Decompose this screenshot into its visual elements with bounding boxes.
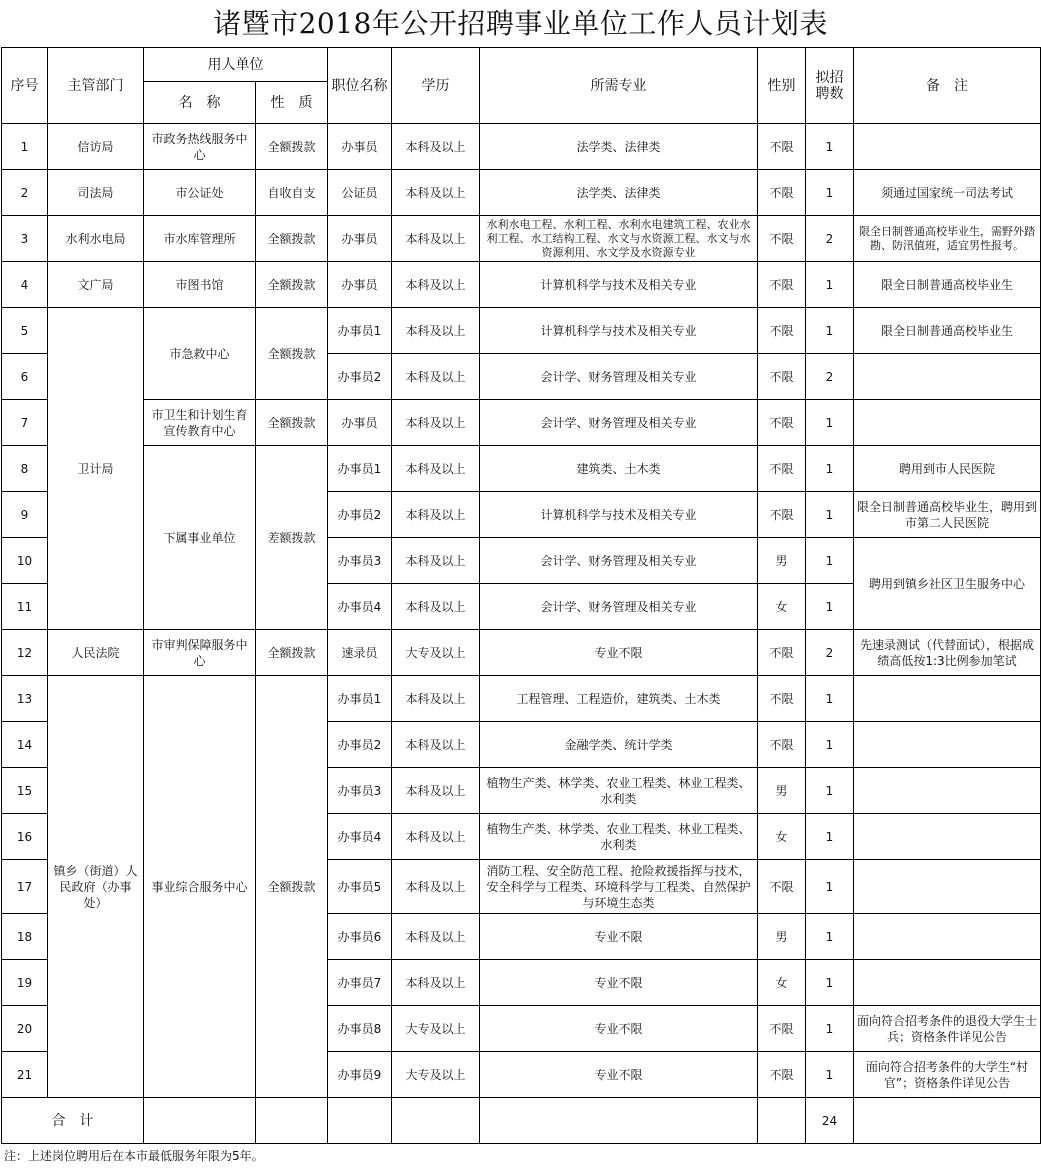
header-position: 职位名称 (328, 48, 392, 124)
edu-cell: 本科及以上 (392, 960, 480, 1006)
major-cell: 法学类、法律类 (480, 170, 758, 216)
edu-cell: 本科及以上 (392, 216, 480, 262)
header-education: 学历 (392, 48, 480, 124)
seq-cell: 17 (2, 860, 48, 914)
count-cell: 1 (806, 722, 854, 768)
unit-cell: 事业综合服务中心 (144, 676, 256, 1098)
edu-cell: 本科及以上 (392, 308, 480, 354)
note-cell: 限全日制普通高校毕业生 (854, 262, 1041, 308)
gender-cell: 不限 (758, 1052, 806, 1098)
count-cell: 1 (806, 492, 854, 538)
note-cell (854, 400, 1041, 446)
seq-cell: 10 (2, 538, 48, 584)
edu-cell: 本科及以上 (392, 768, 480, 814)
seq-cell: 8 (2, 446, 48, 492)
gender-cell: 不限 (758, 630, 806, 676)
gender-cell: 不限 (758, 676, 806, 722)
dept-cell: 文广局 (48, 262, 144, 308)
seq-cell: 15 (2, 768, 48, 814)
total-count: 24 (806, 1098, 854, 1144)
gender-cell: 女 (758, 814, 806, 860)
nature-cell: 全额拨款 (256, 676, 328, 1098)
position-cell: 办事员5 (328, 860, 392, 914)
note-cell: 聘用到镇乡社区卫生服务中心 (854, 538, 1041, 630)
edu-cell: 本科及以上 (392, 860, 480, 914)
seq-cell: 2 (2, 170, 48, 216)
nature-cell: 全额拨款 (256, 262, 328, 308)
edu-cell: 大专及以上 (392, 1052, 480, 1098)
header-major: 所需专业 (480, 48, 758, 124)
footnote: 注：上述岗位聘用后在本市最低服务年限为5年。 (4, 1149, 264, 1163)
major-cell: 计算机科学与技术及相关专业 (480, 492, 758, 538)
note-cell: 限全日制普通高校毕业生，需野外踏勘、防汛值班，适宜男性报考。 (854, 216, 1041, 262)
count-cell: 1 (806, 308, 854, 354)
nature-cell: 全额拨款 (256, 400, 328, 446)
edu-cell: 本科及以上 (392, 914, 480, 960)
major-cell: 会计学、财务管理及相关专业 (480, 538, 758, 584)
nature-cell: 全额拨款 (256, 216, 328, 262)
position-cell: 办事员4 (328, 584, 392, 630)
seq-cell: 18 (2, 914, 48, 960)
gender-cell: 不限 (758, 860, 806, 914)
gender-cell: 不限 (758, 446, 806, 492)
table-row (2, 400, 1041, 446)
gender-cell: 不限 (758, 216, 806, 262)
position-cell: 办事员9 (328, 1052, 392, 1098)
count-cell: 1 (806, 538, 854, 584)
position-cell: 办事员4 (328, 814, 392, 860)
note-cell (854, 860, 1041, 914)
header-gender: 性别 (758, 48, 806, 124)
edu-cell: 本科及以上 (392, 170, 480, 216)
nature-cell: 全额拨款 (256, 308, 328, 400)
position-cell: 公证员 (328, 170, 392, 216)
gender-cell: 不限 (758, 722, 806, 768)
position-cell: 办事员1 (328, 676, 392, 722)
position-cell: 速录员 (328, 630, 392, 676)
header-employer: 用人单位 (144, 48, 328, 82)
note-cell (854, 354, 1041, 400)
count-cell: 1 (806, 960, 854, 1006)
note-cell: 面向符合招考条件的退役大学生士兵；资格条件详见公告 (854, 1006, 1041, 1052)
position-cell: 办事员1 (328, 446, 392, 492)
seq-cell: 12 (2, 630, 48, 676)
table-row (2, 170, 1041, 216)
count-cell: 2 (806, 630, 854, 676)
count-cell: 1 (806, 676, 854, 722)
note-cell: 限全日制普通高校毕业生 (854, 308, 1041, 354)
seq-cell: 21 (2, 1052, 48, 1098)
edu-cell: 本科及以上 (392, 722, 480, 768)
unit-cell: 市政务热线服务中心 (144, 124, 256, 170)
seq-cell: 1 (2, 124, 48, 170)
major-cell: 会计学、财务管理及相关专业 (480, 354, 758, 400)
major-cell: 专业不限 (480, 960, 758, 1006)
major-cell: 专业不限 (480, 1052, 758, 1098)
major-cell: 专业不限 (480, 630, 758, 676)
header-unit-name: 名 称 (144, 82, 256, 124)
major-cell: 会计学、财务管理及相关专业 (480, 400, 758, 446)
dept-cell: 司法局 (48, 170, 144, 216)
total-row (2, 1098, 1041, 1144)
table-row (2, 262, 1041, 308)
seq-cell: 20 (2, 1006, 48, 1052)
position-cell: 办事员2 (328, 354, 392, 400)
note-cell (854, 814, 1041, 860)
gender-cell: 男 (758, 538, 806, 584)
seq-cell: 5 (2, 308, 48, 354)
table-row (2, 630, 1041, 676)
dept-cell: 卫计局 (48, 308, 144, 630)
count-cell: 1 (806, 1052, 854, 1098)
nature-cell: 差额拨款 (256, 446, 328, 630)
unit-cell: 市水库管理所 (144, 216, 256, 262)
position-cell: 办事员 (328, 262, 392, 308)
unit-cell: 下属事业单位 (144, 446, 256, 630)
major-cell: 专业不限 (480, 914, 758, 960)
note-cell: 须通过国家统一司法考试 (854, 170, 1041, 216)
seq-cell: 7 (2, 400, 48, 446)
gender-cell: 不限 (758, 492, 806, 538)
dept-cell: 水利水电局 (48, 216, 144, 262)
gender-cell: 女 (758, 584, 806, 630)
header-seq: 序号 (2, 48, 48, 124)
dept-cell: 人民法院 (48, 630, 144, 676)
edu-cell: 本科及以上 (392, 584, 480, 630)
gender-cell: 不限 (758, 1006, 806, 1052)
gender-cell: 不限 (758, 354, 806, 400)
header-count: 拟招聘数 (806, 48, 854, 124)
count-cell: 1 (806, 914, 854, 960)
gender-cell: 不限 (758, 170, 806, 216)
major-cell: 水利水电工程、水利工程、水利水电建筑工程、农业水利工程、水工结构工程、水文与水资源工程、水文与水资源利用、水文学及水资源专业 (480, 216, 758, 262)
position-cell: 办事员6 (328, 914, 392, 960)
nature-cell: 全额拨款 (256, 630, 328, 676)
header-dept: 主管部门 (48, 48, 144, 124)
nature-cell: 自收自支 (256, 170, 328, 216)
count-cell: 1 (806, 400, 854, 446)
count-cell: 1 (806, 768, 854, 814)
position-cell: 办事员 (328, 124, 392, 170)
table-row (2, 446, 1041, 492)
edu-cell: 大专及以上 (392, 1006, 480, 1052)
edu-cell: 本科及以上 (392, 492, 480, 538)
total-empty-cell (758, 1098, 806, 1144)
edu-cell: 本科及以上 (392, 814, 480, 860)
table-row (2, 308, 1041, 354)
unit-cell: 市卫生和计划生育宣传教育中心 (144, 400, 256, 446)
unit-cell: 市急救中心 (144, 308, 256, 400)
edu-cell: 本科及以上 (392, 124, 480, 170)
gender-cell: 男 (758, 768, 806, 814)
total-empty-cell (328, 1098, 392, 1144)
count-cell: 1 (806, 860, 854, 914)
note-cell: 限全日制普通高校毕业生，聘用到市第二人民医院 (854, 492, 1041, 538)
unit-cell: 市图书馆 (144, 262, 256, 308)
major-cell: 工程管理、工程造价，建筑类、土木类 (480, 676, 758, 722)
gender-cell: 不限 (758, 262, 806, 308)
note-cell (854, 768, 1041, 814)
seq-cell: 6 (2, 354, 48, 400)
recruitment-plan-table (1, 47, 1041, 1144)
major-cell: 会计学、财务管理及相关专业 (480, 584, 758, 630)
major-cell: 金融学类、统计学类 (480, 722, 758, 768)
note-cell (854, 914, 1041, 960)
seq-cell: 11 (2, 584, 48, 630)
note-cell (854, 676, 1041, 722)
gender-cell: 不限 (758, 308, 806, 354)
nature-cell: 全额拨款 (256, 124, 328, 170)
seq-cell: 16 (2, 814, 48, 860)
note-cell (854, 124, 1041, 170)
count-cell: 1 (806, 584, 854, 630)
total-empty-cell (256, 1098, 328, 1144)
count-cell: 1 (806, 262, 854, 308)
major-cell: 消防工程、安全防范工程、抢险救援指挥与技术，安全科学与工程类、环境科学与工程类、自然保护与环境生态类 (480, 860, 758, 914)
note-cell: 先速录测试（代替面试），根据成绩高低按1:3比例参加笔试 (854, 630, 1041, 676)
note-cell (854, 960, 1041, 1006)
position-cell: 办事员3 (328, 538, 392, 584)
position-cell: 办事员2 (328, 492, 392, 538)
page-title: 诸暨市2018年公开招聘事业单位工作人员计划表 (213, 7, 828, 40)
dept-cell: 信访局 (48, 124, 144, 170)
edu-cell: 大专及以上 (392, 630, 480, 676)
total-empty-cell (854, 1098, 1041, 1144)
count-cell: 2 (806, 216, 854, 262)
seq-cell: 14 (2, 722, 48, 768)
edu-cell: 本科及以上 (392, 262, 480, 308)
unit-cell: 市公证处 (144, 170, 256, 216)
position-cell: 办事员8 (328, 1006, 392, 1052)
total-empty-cell (480, 1098, 758, 1144)
note-cell (854, 722, 1041, 768)
dept-cell: 镇乡（街道）人民政府（办事处） (48, 676, 144, 1098)
header-note: 备 注 (854, 48, 1041, 124)
table-row (2, 124, 1041, 170)
major-cell: 专业不限 (480, 1006, 758, 1052)
position-cell: 办事员7 (328, 960, 392, 1006)
header-unit-nature: 性 质 (256, 82, 328, 124)
gender-cell: 不限 (758, 124, 806, 170)
edu-cell: 本科及以上 (392, 446, 480, 492)
seq-cell: 9 (2, 492, 48, 538)
position-cell: 办事员2 (328, 722, 392, 768)
total-empty-cell (144, 1098, 256, 1144)
total-empty-cell (392, 1098, 480, 1144)
major-cell: 法学类、法律类 (480, 124, 758, 170)
edu-cell: 本科及以上 (392, 400, 480, 446)
seq-cell: 3 (2, 216, 48, 262)
gender-cell: 不限 (758, 400, 806, 446)
major-cell: 计算机科学与技术及相关专业 (480, 262, 758, 308)
seq-cell: 13 (2, 676, 48, 722)
table-row (2, 676, 1041, 722)
gender-cell: 男 (758, 914, 806, 960)
note-cell: 聘用到市人民医院 (854, 446, 1041, 492)
seq-cell: 19 (2, 960, 48, 1006)
edu-cell: 本科及以上 (392, 354, 480, 400)
position-cell: 办事员 (328, 400, 392, 446)
major-cell: 植物生产类、林学类、农业工程类、林业工程类、水利类 (480, 814, 758, 860)
edu-cell: 本科及以上 (392, 538, 480, 584)
count-cell: 1 (806, 1006, 854, 1052)
count-cell: 1 (806, 814, 854, 860)
position-cell: 办事员3 (328, 768, 392, 814)
seq-cell: 4 (2, 262, 48, 308)
total-label: 合 计 (2, 1098, 144, 1144)
count-cell: 1 (806, 124, 854, 170)
gender-cell: 女 (758, 960, 806, 1006)
table-row (2, 216, 1041, 262)
unit-cell: 市审判保障服务中心 (144, 630, 256, 676)
position-cell: 办事员 (328, 216, 392, 262)
major-cell: 植物生产类、林学类、农业工程类、林业工程类、水利类 (480, 768, 758, 814)
count-cell: 1 (806, 170, 854, 216)
position-cell: 办事员1 (328, 308, 392, 354)
edu-cell: 本科及以上 (392, 676, 480, 722)
count-cell: 1 (806, 446, 854, 492)
major-cell: 建筑类、土木类 (480, 446, 758, 492)
major-cell: 计算机科学与技术及相关专业 (480, 308, 758, 354)
note-cell: 面向符合招考条件的大学生“村官”；资格条件详见公告 (854, 1052, 1041, 1098)
count-cell: 2 (806, 354, 854, 400)
